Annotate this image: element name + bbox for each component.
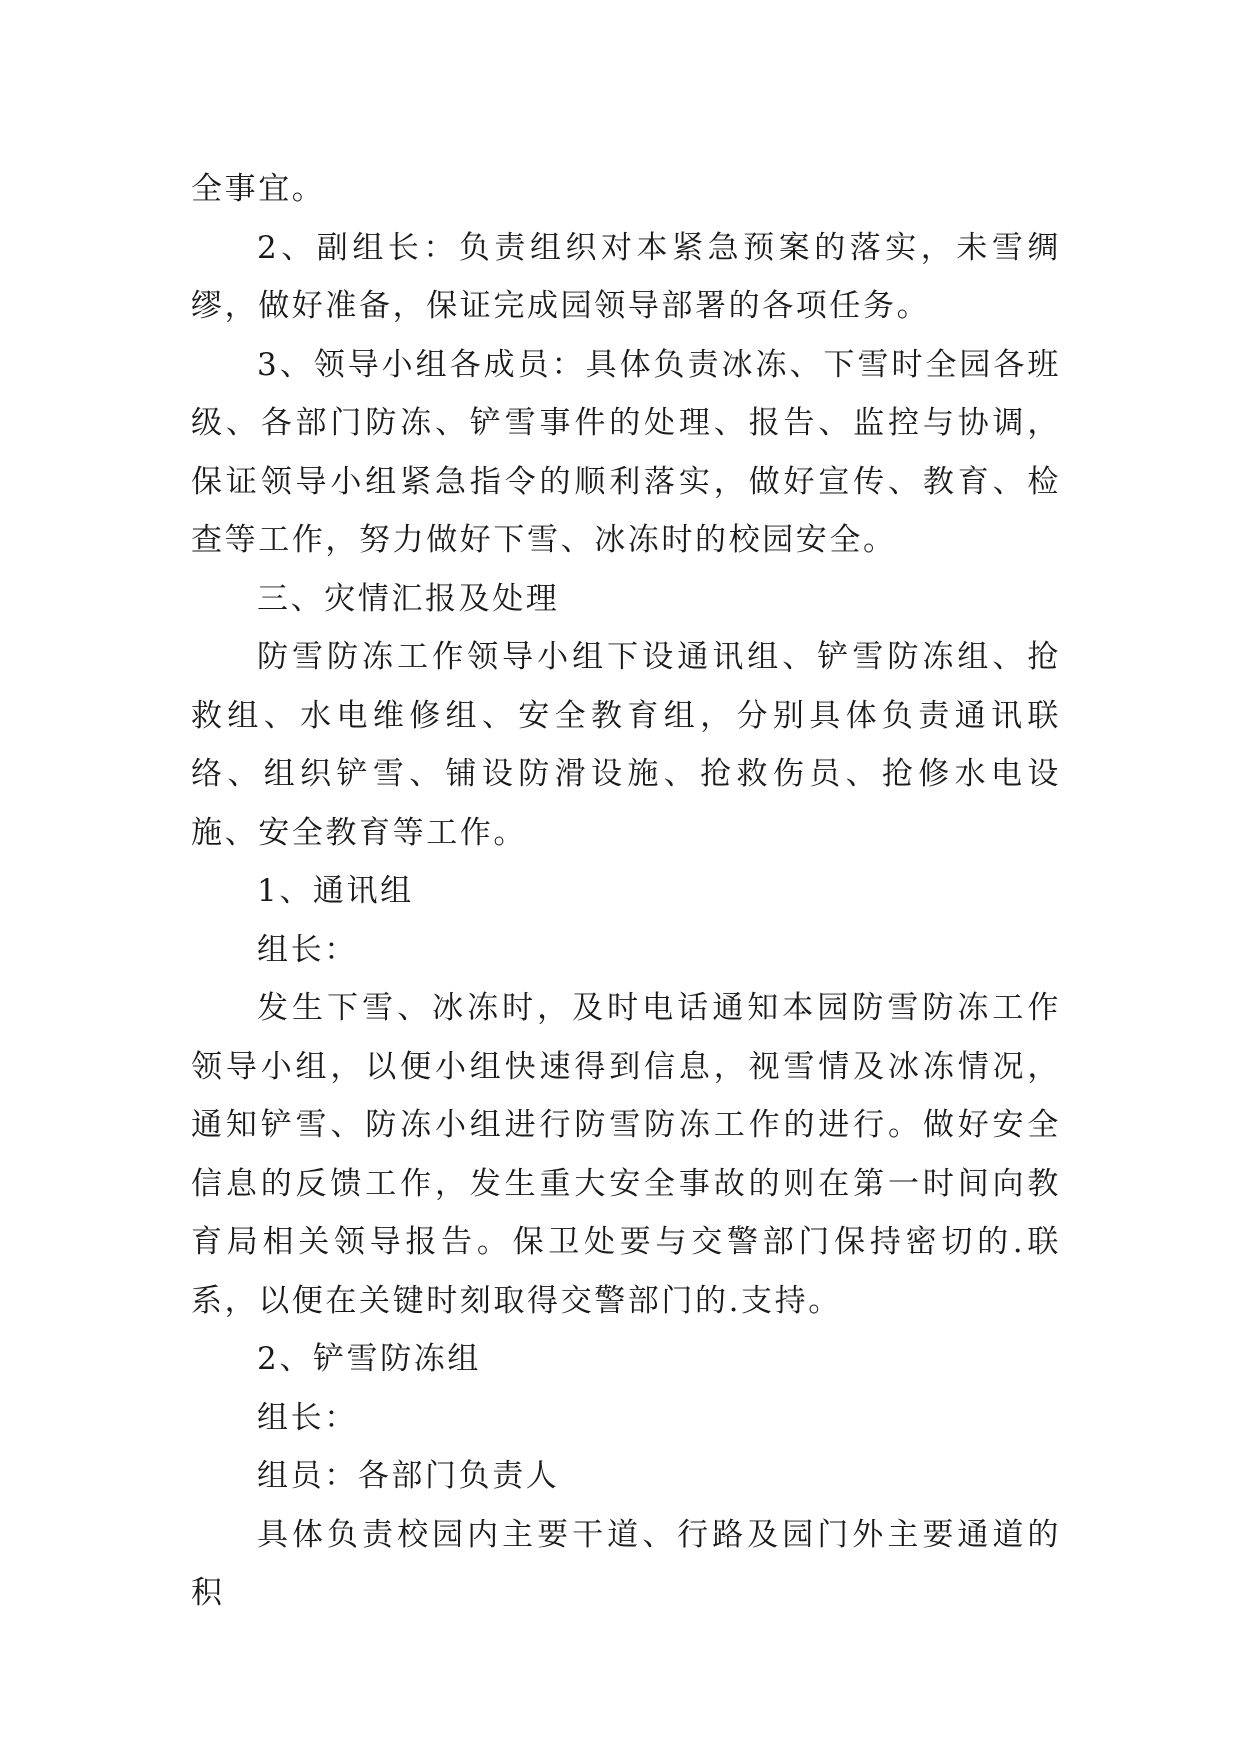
paragraph-snow-removal-duties: 具体负责校园内主要干道、行路及园门外主要通道的积 [191, 1516, 1061, 1611]
paragraph-snow-removal-members: 组员：各部门负责人 [257, 1458, 560, 1494]
section-heading-disaster-report: 三、灾情汇报及处理 [257, 580, 560, 617]
paragraph-continuation: 全事宜。 [191, 171, 326, 207]
paragraph-communication-duties: 发生下雪、冰冻时，及时电话通知本园防雪防冻工作领导小组，以便小组快速得到信息，视雪情及冰冻情况，通知铲雪、防冻小组进行防雪防冻工作的进行。做好安全信息的反馈工作，发生重大安全事故的则在第一时间向教育局相关领导报告。保卫处要与交警部门保持密切的.联系，以便在关键时刻取得交警部门的.支持。 [191, 990, 1061, 1319]
document-body [191, 160, 1061, 1623]
paragraph-snow-removal-leader: 组长： [257, 1399, 358, 1436]
subheading-communication-group: 1、通讯组 [257, 873, 414, 909]
paragraph-communication-leader: 组长： [257, 931, 358, 968]
subheading-snow-removal-group: 2、铲雪防冻组 [257, 1341, 481, 1377]
paragraph-deputy-leader: 2、副组长：负责组织对本紧急预案的落实，未雪绸缪，做好准备，保证完成园领导部署的各项任务。 [191, 229, 1061, 324]
paragraph-subgroups: 防雪防冻工作领导小组下设通讯组、铲雪防冻组、抢救组、水电维修组、安全教育组，分别具体负责通讯联络、组织铲雪、铺设防滑设施、抢救伤员、抢修水电设施、安全教育等工作。 [191, 639, 1061, 851]
paragraph-group-members: 3、领导小组各成员：具体负责冰冻、下雪时全园各班级、各部门防冻、铲雪事件的处理、报告、监控与协调，保证领导小组紧急指令的顺利落实，做好宣传、教育、检查等工作，努力做好下雪、冰冻时的校园安全。 [191, 346, 1061, 558]
